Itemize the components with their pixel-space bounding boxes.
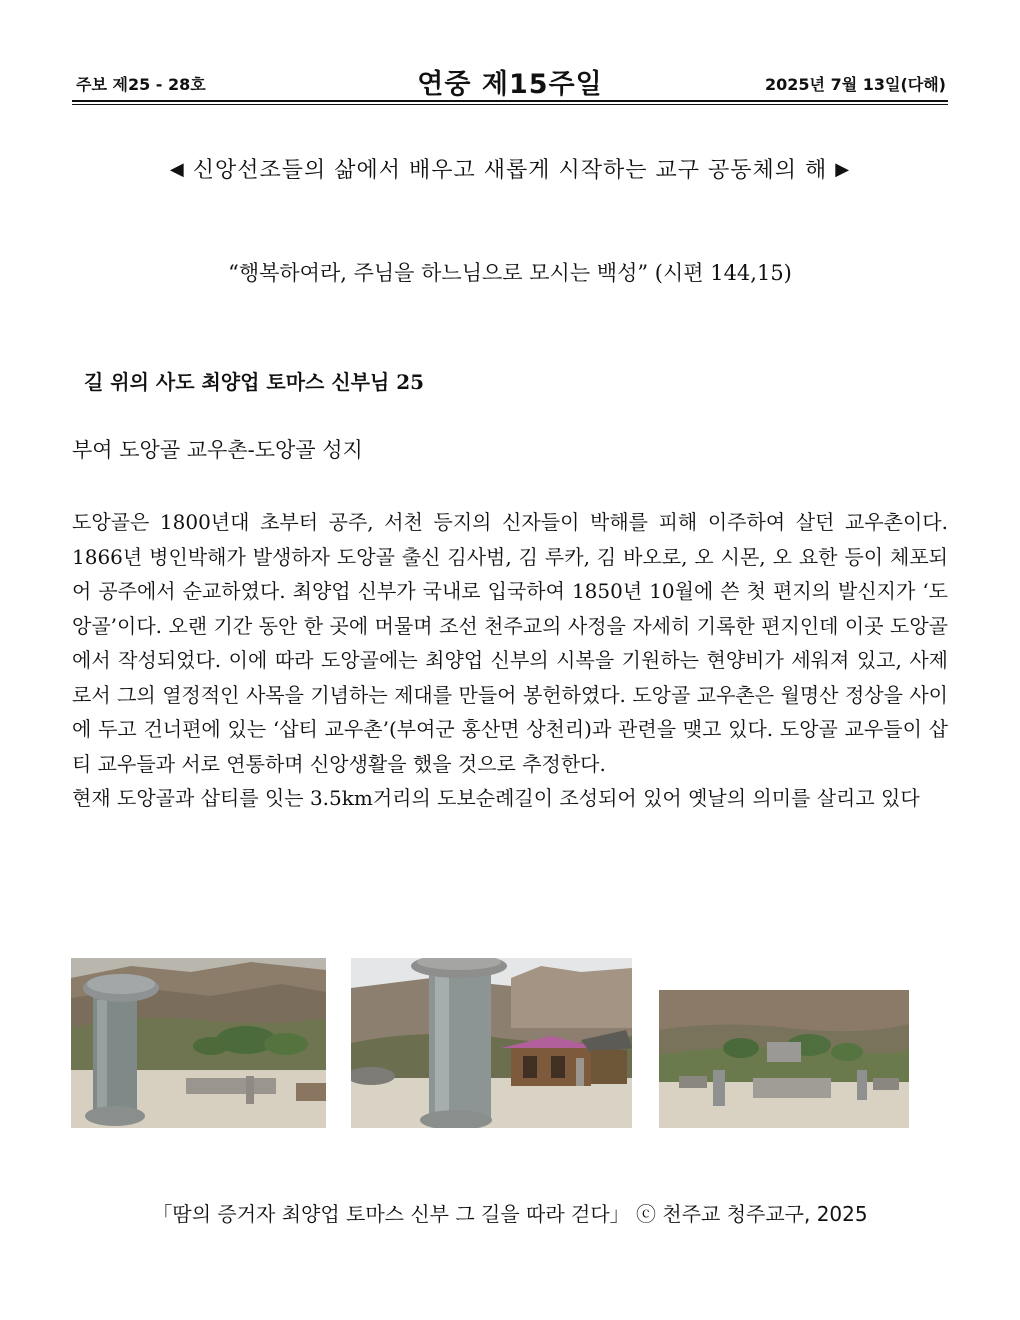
slogan-text: 신앙선조들의 삶에서 배우고 새롭게 시작하는 교구 공동체의 해 (192, 158, 828, 183)
page-title: 연중 제15주일 (417, 69, 603, 100)
left-triangle-icon: ◀ (169, 159, 185, 180)
photo-altar-garden (659, 990, 909, 1128)
header-rule-thin (72, 104, 948, 105)
photo-altar-garden-image (659, 990, 909, 1128)
right-triangle-icon: ▶ (835, 159, 851, 180)
section-title: 길 위의 사도 최양업 토마스 신부님 25 (84, 370, 425, 394)
header-rule-thick (72, 100, 948, 102)
photo-memorial-stone-front-image (71, 958, 326, 1128)
photo-memorial-stone-building (351, 958, 632, 1128)
photo-memorial-stone-building-image (351, 958, 632, 1128)
scripture-verse: “행복하여라, 주님을 하느님으로 모시는 백성” (시편 144,15) (228, 261, 792, 285)
bulletin-date: 2025년 7월 13일(다해) (765, 75, 946, 94)
photo-memorial-stone-front (71, 958, 326, 1128)
bulletin-number: 주보 제25 - 28호 (76, 75, 206, 94)
article-paragraph: 도앙골은 1800년대 초부터 공주, 서천 등지의 신자들이 박해를 피해 이주하여 살던 교우촌이다. 1866년 병인박해가 발생하자 도앙골 출신 김사범, 김 루카, 김 바오로, 오 시몬, 오 요한 등이 체포되어 공주에서 순교하였다. 최양업 신부가 국내로 입국하여 1850년 10월에 쓴 첫 편지의 발신지가 ‘도앙골’이다. 오랜 기간 동안 한 곳에 머물며 조선 천주교의 사정을 자세히 기록한 편지인데 이곳 도앙골에서 작성되었다. 이에 따라 도앙골에는 최양업 신부의 시복을 기원하는 현양비가 세워져 있고, 사제로서 그의 열정적인 사목을 기념하는 제대를 만들어 봉헌하였다. 도앙골 교우촌은 월명산 정상을 사이에 두고 건너편에 있는 ‘삽티 교우촌’(부여군 홍산면 상천리)과 관련을 맺고 있다. 도앙골 교우들이 삽티 교우들과 서로 연통하며 신앙생활을 했을 것으로 추정한다. (72, 510, 948, 776)
article-body (72, 505, 948, 816)
bulletin-header (72, 62, 948, 100)
article-paragraph: 현재 도앙골과 삽티를 잇는 3.5km거리의 도보순례길이 조성되어 있어 옛날의 의미를 살리고 있다 (72, 786, 920, 810)
source-credit: 「땀의 증거자 최양업 토마스 신부 그 길을 따라 걷다」 ⓒ 천주교 청주교구, 2025 (152, 1202, 868, 1226)
diocese-slogan (72, 153, 948, 184)
article-subtitle: 부여 도앙골 교우촌-도앙골 성지 (72, 438, 363, 462)
